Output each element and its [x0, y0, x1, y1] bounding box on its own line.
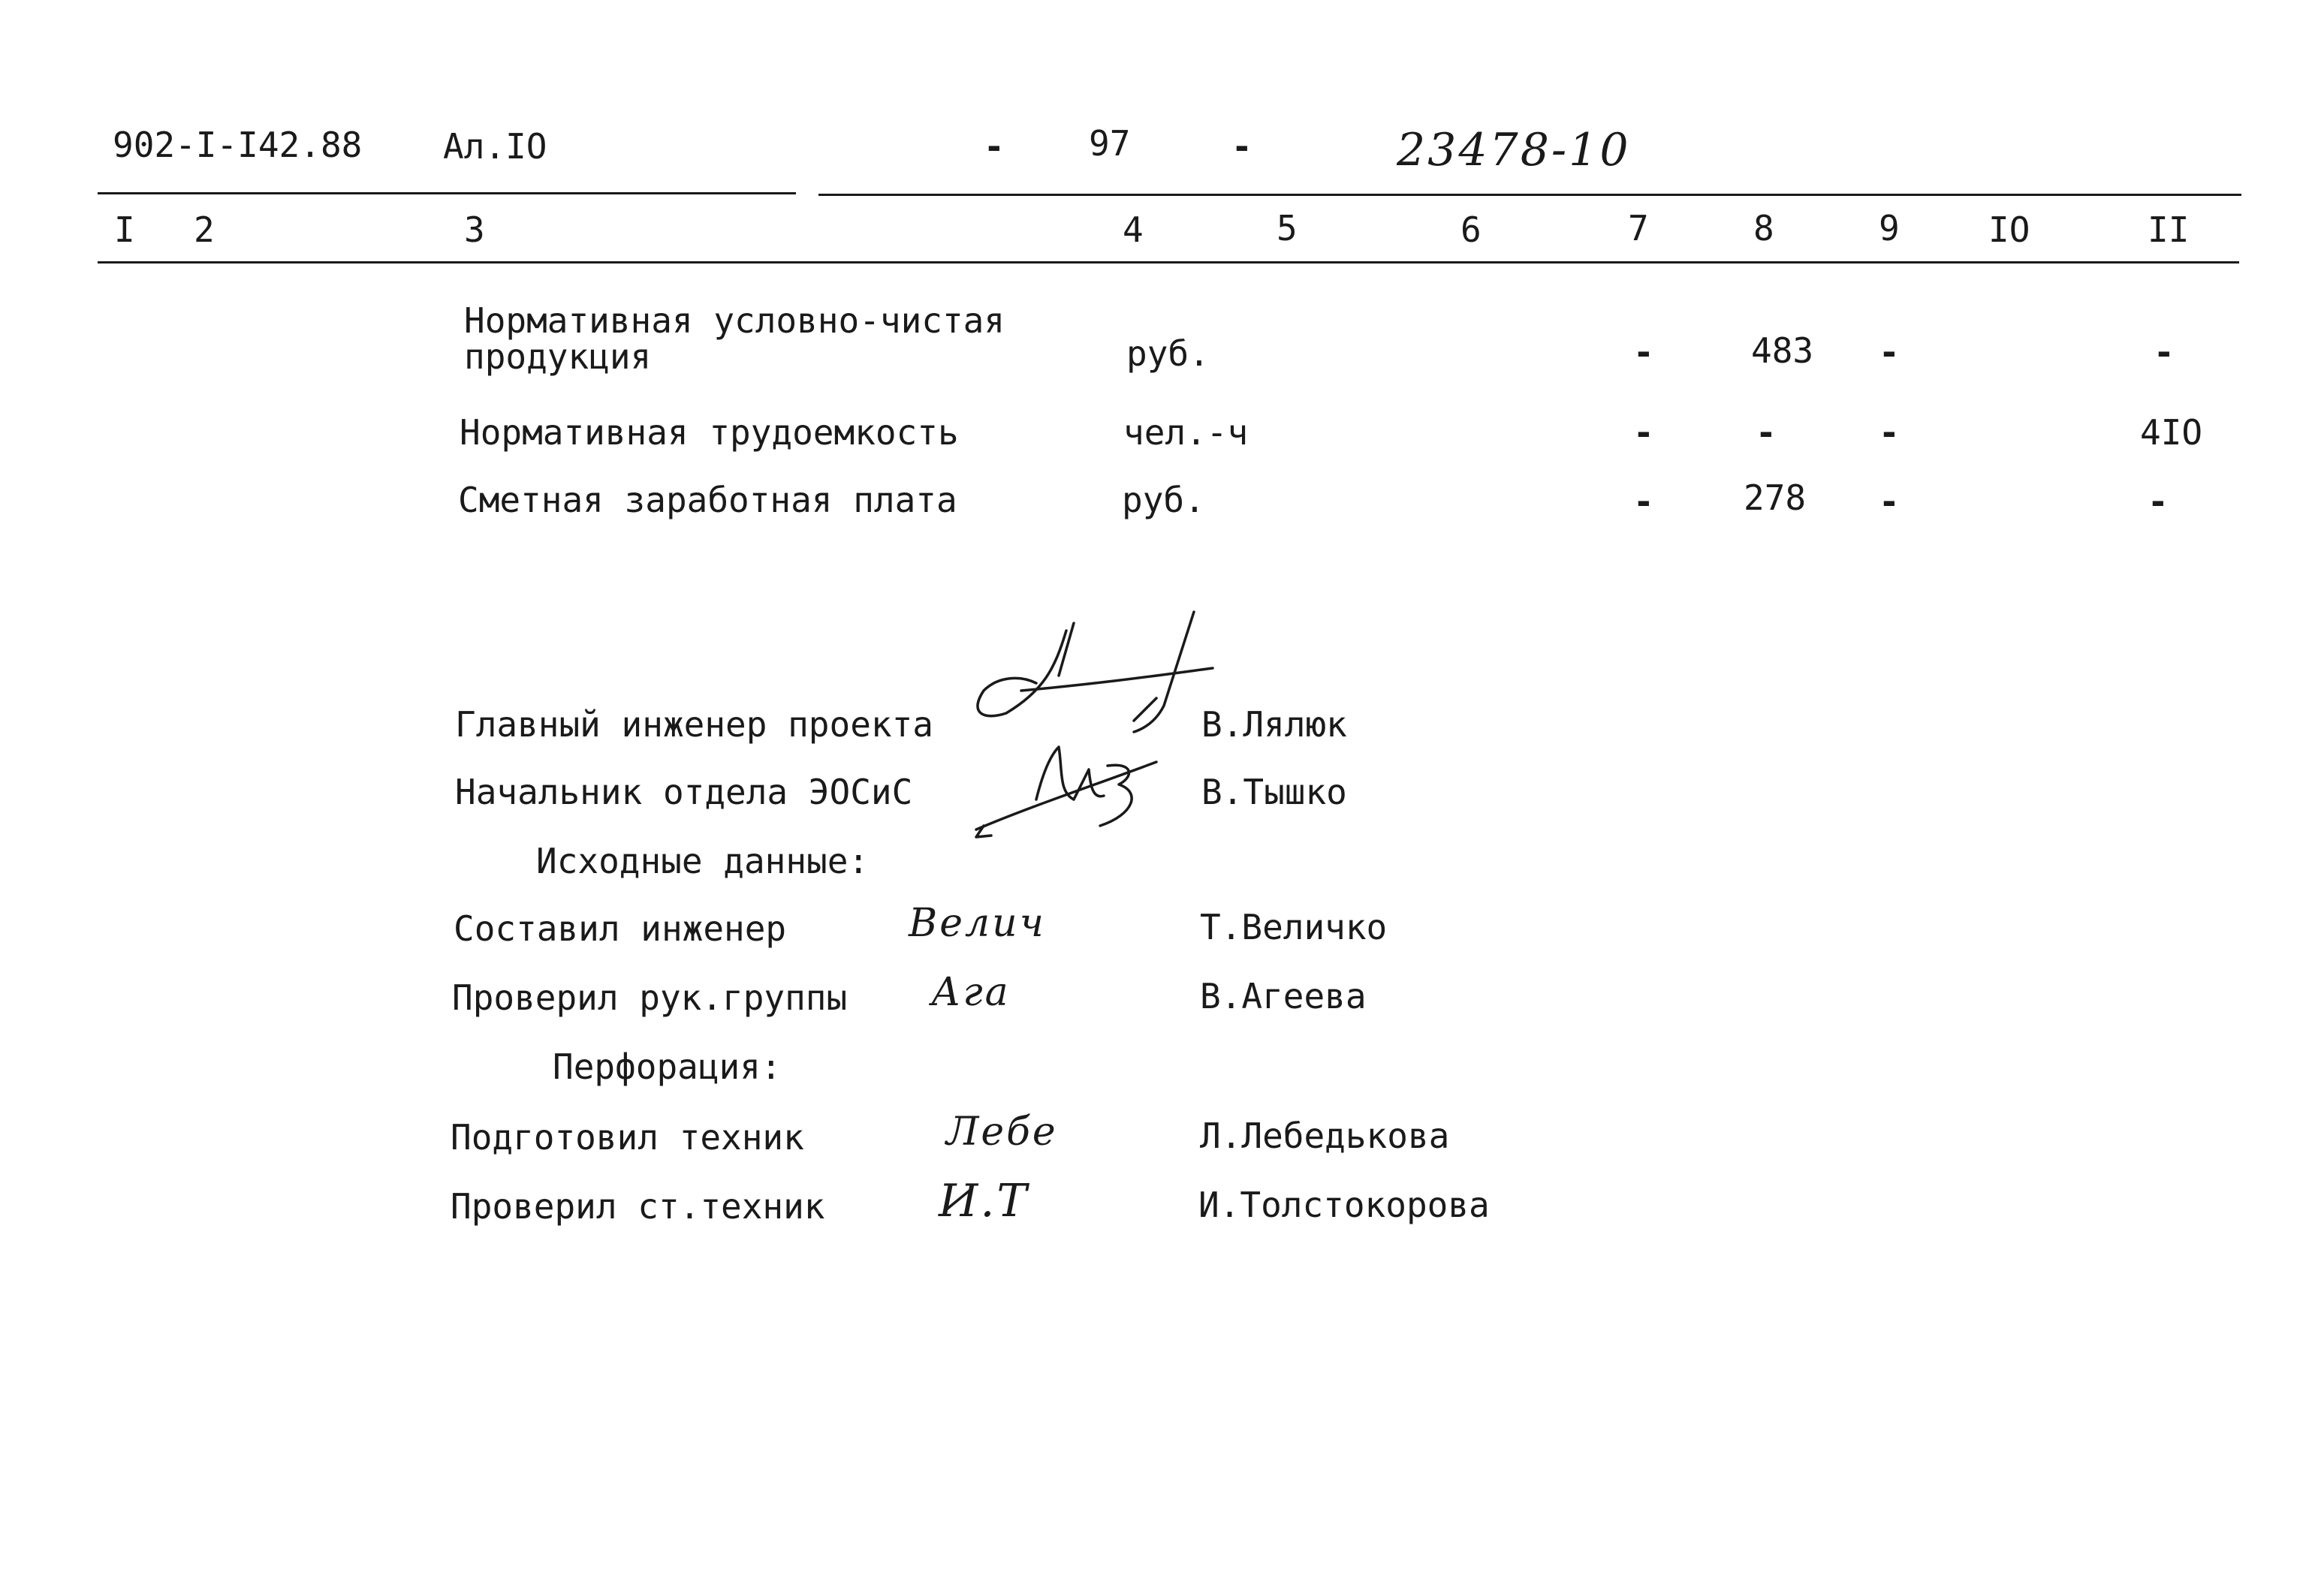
head-dept-signature: [961, 724, 1186, 875]
column-number-10: IO: [1988, 209, 2030, 250]
row-name: Нормативная трудоемкость: [460, 412, 959, 453]
checked-group-name: В.Агеева: [1200, 976, 1367, 1016]
prepared-signature: Лебе: [946, 1110, 1058, 1155]
column-number-2: 2: [194, 209, 215, 250]
sheet-label: Ал.IO: [443, 126, 547, 167]
head-dept-name: В.Тышко: [1201, 772, 1347, 812]
row-col8: 483: [1751, 330, 1814, 371]
document-code: 902-I-I42.88: [113, 125, 363, 165]
header-bottom-rule: [98, 261, 2239, 263]
prepared-name: Л.Лебедькова: [1200, 1116, 1450, 1156]
row-col7: -: [1633, 412, 1654, 453]
page-dash-left: -: [984, 126, 1005, 167]
row-col7: -: [1633, 332, 1654, 372]
column-number-1: I: [114, 209, 135, 250]
checked-tech-name: И.Толстокорова: [1198, 1185, 1490, 1225]
row-col8: 278: [1744, 477, 1807, 518]
row-col11: -: [2148, 481, 2169, 522]
row-col9: -: [1879, 332, 1900, 372]
head-dept-role: Начальник отдела ЭОСиС: [455, 772, 913, 812]
row-name-line1: Нормативная условно-чистая: [464, 300, 1005, 341]
header-top-rule-right: [818, 194, 2241, 196]
source-data-heading: Исходные данные:: [536, 841, 870, 881]
chief-engineer-role: Главный инженер проекта: [455, 704, 933, 745]
compiled-signature: Велич: [909, 901, 1046, 946]
row-col9: -: [1879, 481, 1900, 522]
checked-group-role: Проверил рук.группы: [452, 977, 848, 1018]
checked-group-signature: Ага: [931, 970, 1011, 1015]
row-col7: -: [1633, 481, 1654, 522]
column-number-7: 7: [1628, 208, 1649, 248]
row-col11: -: [2154, 332, 2175, 372]
row-unit: чел.-ч: [1123, 412, 1249, 453]
column-number-4: 4: [1123, 209, 1144, 250]
page-number: 97: [1089, 123, 1131, 164]
checked-tech-signature: И.Т: [939, 1175, 1029, 1227]
row-col11: 4IO: [2140, 412, 2203, 453]
compiled-name: Т.Величко: [1200, 907, 1388, 947]
row-name-line2: продукция: [464, 336, 652, 377]
row-name: Сметная заработная плата: [458, 480, 957, 520]
page-dash-right: -: [1231, 126, 1252, 167]
row-unit: руб.: [1122, 480, 1205, 520]
row-col9: -: [1879, 412, 1900, 453]
column-number-11: II: [2148, 209, 2190, 250]
checked-tech-role: Проверил ст.техник: [451, 1186, 825, 1227]
chief-engineer-name: В.Лялюк: [1201, 704, 1347, 745]
column-number-6: 6: [1460, 209, 1482, 250]
column-number-8: 8: [1753, 208, 1774, 248]
header-top-rule-left: [98, 192, 796, 194]
perforation-heading: Перфорация:: [553, 1046, 782, 1087]
row-col8: -: [1756, 412, 1777, 453]
column-number-5: 5: [1277, 208, 1298, 248]
column-number-3: 3: [464, 209, 485, 250]
column-number-9: 9: [1879, 208, 1900, 248]
row-unit: руб.: [1126, 333, 1210, 374]
inventory-number: 23478-10: [1397, 124, 1631, 176]
compiled-role: Составил инженер: [454, 908, 787, 949]
prepared-role: Подготовил техник: [451, 1117, 804, 1158]
